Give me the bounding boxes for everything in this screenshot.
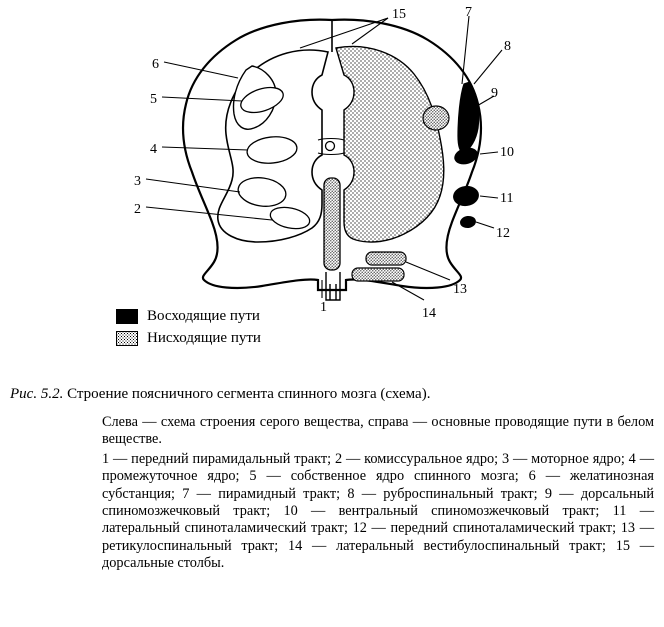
callout-5: 5 [150, 92, 157, 107]
callout-9: 9 [491, 86, 498, 101]
central-column [324, 178, 340, 270]
callout-11: 11 [500, 191, 514, 206]
legend-item-ascending [116, 305, 416, 327]
legend-item-descending [116, 327, 416, 349]
callout-6: 6 [152, 57, 159, 72]
figure-number: Рис. 5.2. [10, 386, 64, 402]
figure-caption-text: Строение поясничного сегмента спинного мозга (схема). [67, 386, 431, 402]
callout-12: 12 [496, 226, 510, 241]
legend [116, 305, 416, 349]
callout-13: 13 [453, 282, 467, 297]
callout-10: 10 [500, 145, 514, 160]
callout-15: 15 [392, 7, 406, 22]
callout-3: 3 [134, 174, 141, 189]
legend-swatch-dotted-icon [116, 331, 138, 346]
caption-body [102, 414, 654, 573]
callout-2: 2 [134, 202, 141, 217]
legend-label-ascending: Восходящие пути [147, 307, 260, 324]
callout-8: 8 [504, 39, 511, 54]
caption-block [10, 385, 656, 575]
callout-1: 1 [320, 300, 327, 315]
caption-description: Слева — схема строения серого вещества, справа — основные проводящие пути в белом веществе. [102, 414, 654, 448]
callout-7: 7 [465, 5, 472, 20]
legend-label-descending: Нисходящие пути [147, 329, 261, 346]
legend-swatch-filled-icon [116, 309, 138, 324]
caption-key-list: 1 — передний пирамидальный тракт; 2 — комиссуральное ядро; 3 — моторное ядро; 4 — промежуточное ядро; 5 — собственное ядро спинного мозга; 6 — желатинозная субстанция; 7 — пирамидный тракт; 8 — руброспинальный тракт; 9 — дорсальный спиномозжечковый тракт; 10 — вентральный спиномозжечковый тракт; 11 — латеральный спиноталамический тракт; 12 — передний спиноталамический тракт; 13 — ретикулоспинальный тракт; 14 — латеральный вестибулоспинальный тракт; 15 — дорсальные столбы. [102, 450, 654, 572]
callout-4: 4 [150, 142, 157, 157]
figure-caption [10, 385, 656, 404]
callout-14: 14 [422, 306, 436, 321]
